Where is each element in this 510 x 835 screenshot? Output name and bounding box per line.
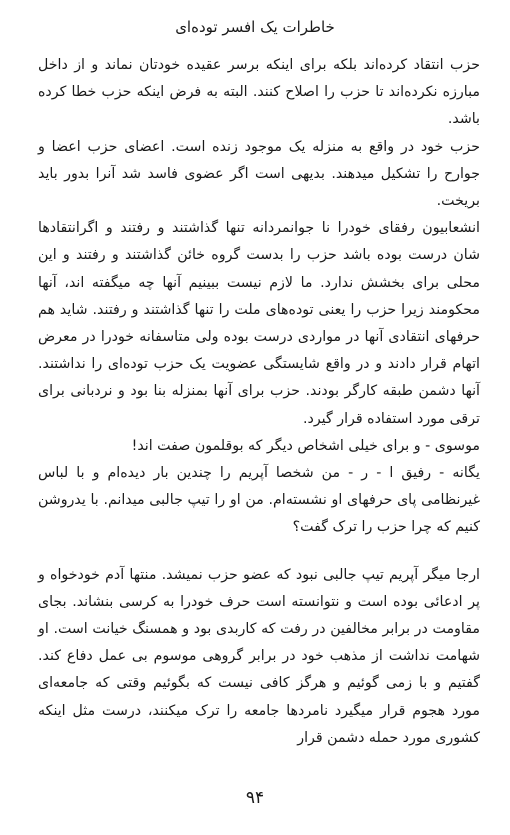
dialogue-line: موسوی - و برای خیلی اشخاص دیگر که بوقلمون صفت اند! [131,437,480,454]
dialogue-line: یگانه - رفیق ا - ر - من شخصا آپریم را چندین بار دیده‌ام و با لباس غیرنظامی پای حرفهای او نشسته‌ام. من او را تیپ جالبی میدانم. با یدروشن کنیم که چرا حزب را ترک گفت؟ [38,465,480,536]
paragraph-gap [38,542,480,562]
paragraph: ارجا میگر آپریم تیپ جالبی نبود که عضو حزب نمیشد. منتها آدم خودخواه و پر ادعائی بوده است و نتوانسته است حرف خودرا به کرسی بنشاند. بجای مقاومت در برابر مخالفین در رفت که کاربدی بود و همسنگ خیانت است. او شهامت نداشت از مذهب خود در برابر گروهی موسوم بی عمل دفاع کند. گفتیم و با زمی گوئیم و هرگز کافی نیست که بگوئیم وقتی که جامعه‌ای مورد هجوم قرار میگیرد نامردها جامعه را ترک میکنند، درست مثل اینکه کشوری مورد حمله دشمن قرار [38,566,480,746]
page-body [38,52,480,752]
paragraph: حزب انتقاد کرده‌اند بلکه برای اینکه برسر عقیده خودتان نماند و از داخل مبارزه نکرده‌اند تا حزب را اصلاح کنند. البته به فرض اینکه حزب خطا کرده باشد. [38,57,480,128]
page-number: ۹۴ [245,788,265,808]
running-title: خاطرات یک افسر توده‌ای [175,18,335,36]
paragraph: حزب خود در واقع به منزله یک موجود زنده است. اعضای حزب اعضا و جوارح را تشکیل میدهند. بدیهی است اگر عضوی فاسد شد آنرا بدور باید بریخت. [38,138,480,210]
paragraph: انشعابیون رفقای خودرا نا جوانمردانه تنها گذاشتند و رفتند و اگرانتقادها شان درست بوده باشد حزب را بدست گروه خائن گذاشتند و رفتند و این محلی برای بخشش ندارد. ما لازم نیست ببینیم آنها چه میگفته اند، آنها محکومند زیرا حزب را یعنی توده‌های ملت را تنها گذاشتند و رفتند. شاید هم حرفهای انتقادی آنها در مواردی درست بوده ولی متاسفانه خودرا در معرض اتهام قرار دادند و در واقع شایستگی عضویت یک حزب توده‌ای را نداشتند. آنها دشمن طبقه کارگر بودند. حزب برای آنها بمنزله بنا بود و نردبانی برای ترقی مورد استفاده قرار گیرد. [38,220,480,427]
